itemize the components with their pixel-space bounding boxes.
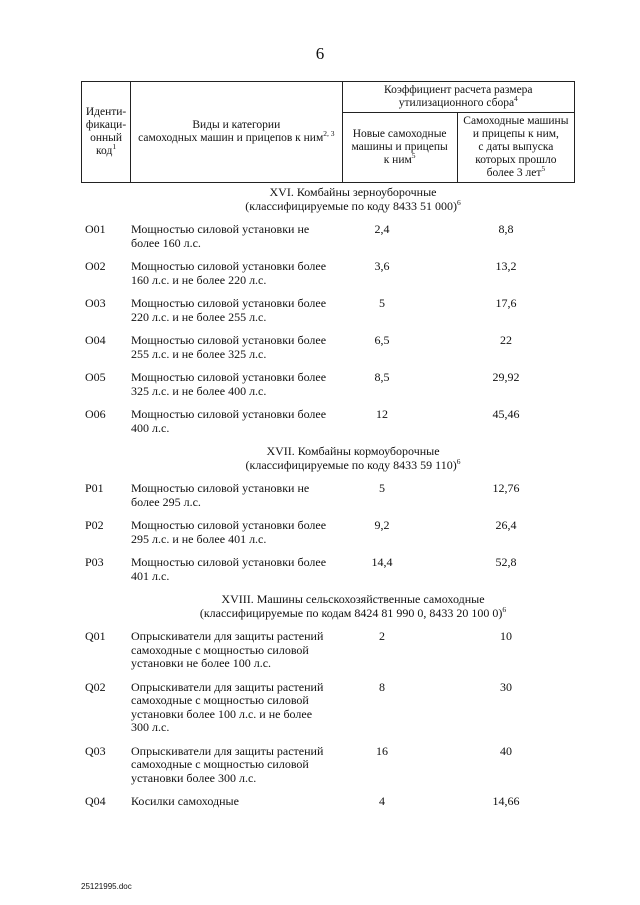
row-description: Мощностью силовой установки более 255 л.с. и не более 325 л.с. [131,333,327,361]
row-coef-old: 14,66 [492,794,520,808]
row-description: Опрыскиватели для защиты растений самоходные с мощностью силовой установки более 100 л.с. и не более 300 л.с. [131,679,324,734]
section-title-footnote: 6 [456,456,461,466]
row-code: P03 [85,555,104,569]
row-code: P02 [85,518,104,532]
row-coef-new: 12 [376,407,388,421]
row-description: Мощностью силовой установки более 160 л.с. и не более 220 л.с. [131,259,327,287]
header-id-code-text: Иденти- фикаци- онный код [85,106,127,157]
table-row [81,482,575,509]
row-code: O04 [85,333,106,347]
table-row [81,681,575,735]
table-row [81,519,575,546]
row-coef-old: 30 [500,679,512,694]
row-description: Мощностью силовой установки не более 295 л.с. [131,481,310,509]
footer-filename: 25121995.doc [81,882,132,891]
row-code: O03 [85,296,106,310]
table-row [81,408,575,435]
section-title-footnote: 6 [502,604,507,614]
row-description: Косилки самоходные [131,794,239,808]
row-description: Мощностью силовой установки более 400 л.с. [131,407,327,435]
section-title-text: XVI. Комбайны зерноуборочные (классифицируемые по коду 8433 51 000) [245,185,457,213]
row-coef-old: 52,8 [495,555,517,569]
row-code: Q01 [85,629,106,643]
row-coef-old: 8,8 [498,222,514,236]
row-coef-new: 3,6 [374,259,390,273]
table-row [81,297,575,324]
section-title [131,186,575,213]
row-code: O01 [85,222,106,236]
row-code: Q03 [85,743,106,758]
row-coef-old: 45,46 [492,407,520,421]
row-coef-new: 2 [379,629,385,643]
row-coef-old: 13,2 [495,259,517,273]
row-description: Мощностью силовой установки более 325 л.с. и не более 400 л.с. [131,370,327,398]
row-coef-old: 17,6 [495,296,517,310]
page-number: 6 [315,44,325,63]
section-title-text: XVIII. Машины сельскохозяйственные самоходные (классифицируемые по кодам 8424 81 990 0, 8433 20 100 0) [199,592,503,620]
table-row [81,745,575,786]
header-new-text: Новые самоходные машины и прицепы к ним [351,128,448,166]
section-title-text: XVII. Комбайны кормоуборочные (классифицируемые по коду 8433 59 110) [245,444,457,472]
header-old [457,113,574,183]
table-row [81,260,575,287]
row-coef-old: 29,92 [492,370,520,384]
row-coef-new: 2,4 [374,222,390,236]
row-description: Опрыскиватели для защиты растений самоходные с мощностью силовой установки не более 100 л.с. [131,629,324,670]
row-coef-new: 16 [376,743,388,758]
row-coef-new: 9,2 [374,518,390,532]
header-types [131,82,342,183]
table-row [81,334,575,361]
row-coef-new: 8 [379,679,385,694]
section-title [131,445,575,472]
table-row [81,795,575,809]
row-coef-new: 14,4 [371,555,393,569]
header-coef-text: Коэффициент расчета размера утилизационного сбора [383,84,533,109]
row-description: Мощностью силовой установки более 295 л.с. и не более 401 л.с. [131,518,327,546]
row-description: Мощностью силовой установки более 220 л.с. и не более 255 л.с. [131,296,327,324]
row-coef-new: 8,5 [374,370,390,384]
row-description: Мощностью силовой установки более 401 л.с. [131,555,327,583]
table-body [81,186,575,819]
header-coef [342,82,574,113]
row-code: O02 [85,259,106,273]
row-coef-new: 4 [379,794,385,808]
header-id-code [82,82,131,183]
table-row [81,223,575,250]
table-row [81,556,575,583]
row-coef-old: 12,76 [492,481,520,495]
row-coef-new: 5 [379,481,385,495]
row-coef-old: 22 [500,333,512,347]
row-coef-old: 26,4 [495,518,517,532]
row-coef-old: 40 [500,743,512,758]
row-coef-new: 5 [379,296,385,310]
table-row [81,630,575,671]
row-code: Q04 [85,794,106,808]
header-new-footnote: 5 [411,151,416,160]
row-description: Опрыскиватели для защиты растений самоходные с мощностью силовой установки более 300 л.с. [131,743,324,785]
table-row [81,371,575,398]
table-header [81,81,575,183]
row-code: O05 [85,370,106,384]
row-code: O06 [85,407,106,421]
header-coef-footnote: 4 [514,94,518,103]
header-old-footnote: 5 [541,164,546,173]
row-code: P01 [85,481,104,495]
header-new [342,113,457,183]
header-types-footnote: 2, 3 [323,129,335,138]
section-title [131,593,575,620]
section-title-footnote: 6 [456,197,461,207]
row-coef-new: 6,5 [374,333,390,347]
row-coef-old: 10 [500,629,512,643]
row-description: Мощностью силовой установки не более 160 л.с. [131,222,310,250]
header-old-text: Самоходные машины и прицепы к ним, с даты выпуска которых прошло более 3 лет [463,115,569,179]
header-id-code-footnote: 1 [112,142,117,151]
row-code: Q02 [85,679,106,694]
header-types-text: Виды и категории самоходных машин и прицепов к ним [138,119,324,144]
